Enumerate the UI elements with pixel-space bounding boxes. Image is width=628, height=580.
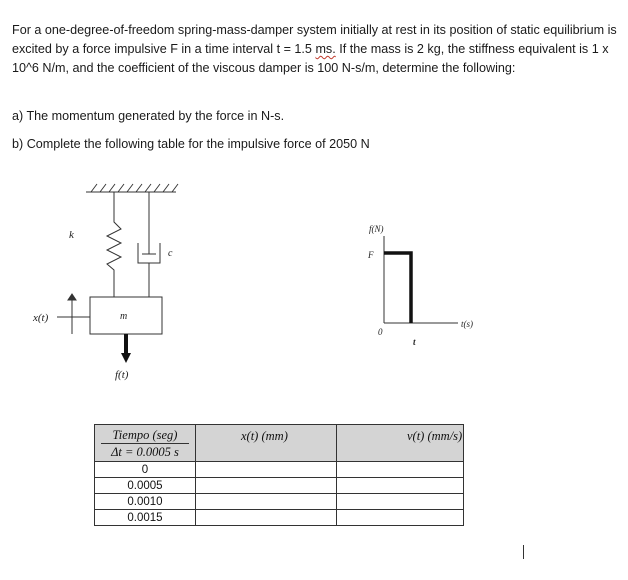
pulse-duration-label: t	[413, 337, 416, 347]
problem-statement	[12, 21, 624, 79]
pulse-x-label: t(s)	[461, 319, 473, 329]
time-cell: 0.0005	[95, 478, 196, 494]
velocity-cell[interactable]	[337, 510, 464, 526]
spring	[107, 192, 121, 297]
velocity-cell[interactable]	[337, 462, 464, 478]
spring-label: k	[69, 229, 74, 241]
statement-text-2: If the mass is 2 kg, the stiffness equivalent is 1 x 10^6 N/m, and the coefficient of the viscous damper is 100 N-s/m, determine the following:	[12, 42, 609, 76]
statement-text-1: For a one-degree-of-freedom spring-mass-damper system initially at rest in its position of static equilibrium is excited by a force impulsive F in a time interval t = 1.5	[12, 23, 617, 57]
displacement-arrow-head	[68, 294, 76, 300]
time-cell: 0.0015	[95, 510, 196, 526]
displacement-cell[interactable]	[196, 478, 337, 494]
displacement-header[interactable]: x(t) (mm)	[196, 425, 337, 462]
time-step-label: Δt = 0.0005 s	[101, 443, 189, 460]
ground-hatch	[91, 184, 178, 192]
spring-mass-damper-diagram	[0, 178, 260, 398]
results-table	[94, 424, 464, 526]
pulse-waveform	[384, 253, 411, 323]
force-label: f(t)	[115, 369, 129, 381]
displacement-cell[interactable]	[196, 510, 337, 526]
impulse-pulse-graph	[340, 220, 520, 350]
velocity-cell[interactable]	[337, 494, 464, 510]
time-header-label: Tiempo (seg)	[112, 428, 178, 442]
pulse-origin-label: 0	[378, 327, 383, 337]
velocity-header[interactable]: v(t) (mm/s)	[337, 425, 464, 462]
part-a: a) The momentum generated by the force in N-s.	[12, 109, 285, 123]
part-b: b) Complete the following table for the impulsive force of 2050 N	[12, 137, 370, 151]
pulse-y-label: f(N)	[369, 224, 384, 234]
mass-label: m	[120, 311, 128, 322]
table-row	[95, 494, 464, 510]
text-cursor	[523, 545, 524, 559]
table-header-row	[95, 425, 464, 462]
force-arrow-shaft	[124, 334, 128, 354]
table-row	[95, 462, 464, 478]
displacement-cell[interactable]	[196, 494, 337, 510]
time-cell: 0	[95, 462, 196, 478]
table-row	[95, 478, 464, 494]
time-header	[95, 425, 196, 462]
time-cell: 0.0010	[95, 494, 196, 510]
table-row	[95, 510, 464, 526]
velocity-cell[interactable]	[337, 478, 464, 494]
spellcheck-ms: ms.	[315, 42, 336, 57]
damper-label: c	[168, 248, 173, 259]
displacement-label: x(t)	[33, 312, 49, 324]
force-arrow-head	[121, 353, 131, 363]
displacement-cell[interactable]	[196, 462, 337, 478]
pulse-amplitude-label: F	[368, 250, 374, 260]
